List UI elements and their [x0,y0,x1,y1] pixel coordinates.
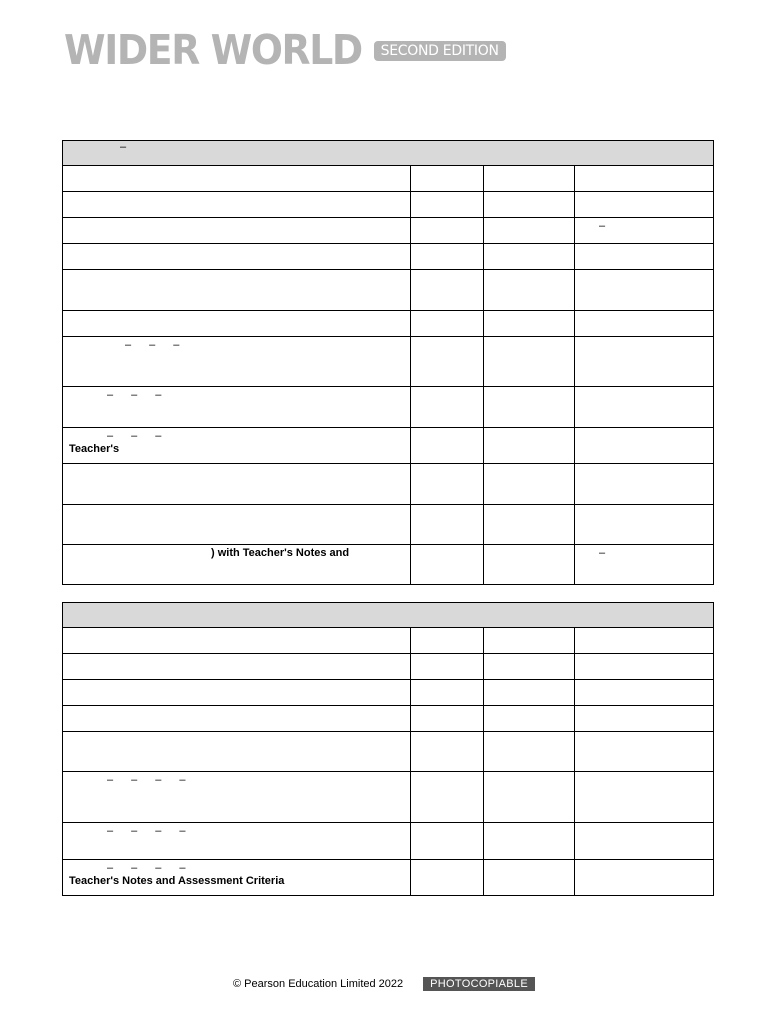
cell-dash: – [155,862,162,874]
table-row [63,823,714,860]
cell-dash: – [131,430,138,442]
materials-table-2 [62,602,714,896]
table-row [63,732,714,772]
table-row [63,244,714,270]
table-row [63,706,714,732]
cell-dash: – [155,774,162,786]
page-footer [0,977,768,991]
cell-dash: – [131,774,138,786]
cell-dash: – [179,774,186,786]
cell-dash: – [131,825,138,837]
cell-dash: – [107,774,114,786]
header-dash: – [120,141,127,153]
cell-dash: – [131,389,138,401]
cell-dash: – [107,430,114,442]
table-row [63,654,714,680]
table-row [63,387,714,428]
cell-dash: – [107,862,114,874]
table-row [63,505,714,545]
materials-table-1 [62,140,714,585]
cell-text: Teacher's [69,443,120,455]
cell-dash: – [107,825,114,837]
edition-badge: SECOND EDITION [374,41,506,61]
table-row [63,545,714,585]
table-row [63,772,714,823]
cell-dash: – [179,825,186,837]
cell-dash: – [173,339,180,351]
cell-dash: – [155,389,162,401]
cell-dash: – [155,430,162,442]
table-row [63,192,714,218]
table-row [63,680,714,706]
brand-logo [64,26,506,74]
cell-dash: – [155,825,162,837]
table-header [63,603,714,628]
cell-text: Teacher's Notes and Assessment Criteria [69,875,285,887]
cell-dash: – [599,547,606,559]
cell-dash: – [599,220,606,232]
table-row [63,464,714,505]
table-row [63,218,714,244]
copyright-text: © Pearson Education Limited 2022 [233,978,404,990]
table-row [63,428,714,464]
table-row [63,628,714,654]
cell-text: ) with Teacher's Notes and [211,547,350,559]
cell-dash: – [179,862,186,874]
table-row [63,860,714,896]
table-row [63,311,714,337]
cell-dash: – [149,339,156,351]
brand-name: WIDER WORLD [64,26,362,74]
table-row [63,166,714,192]
cell-dash: – [131,862,138,874]
table-row [63,270,714,311]
table-row [63,337,714,387]
cell-dash: – [125,339,132,351]
table-header [63,141,714,166]
photocopiable-badge: PHOTOCOPIABLE [423,977,535,991]
cell-dash: – [107,389,114,401]
